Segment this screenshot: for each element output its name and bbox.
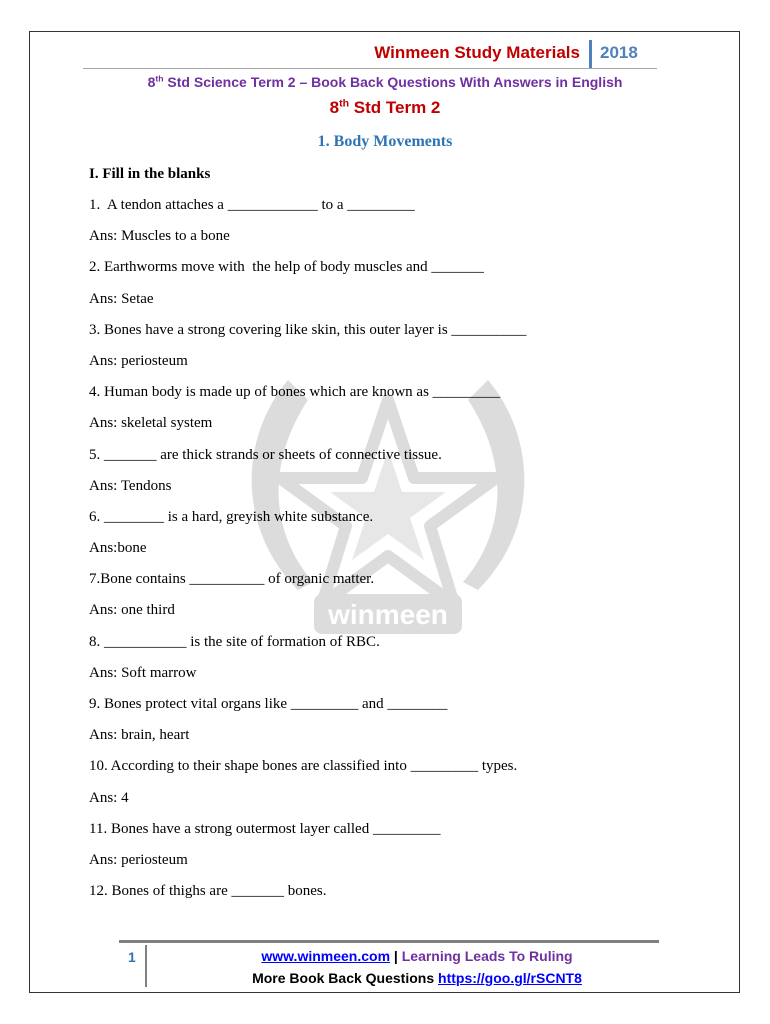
answer-9: Ans: brain, heart xyxy=(89,727,190,744)
question-10: 10. According to their shape bones are classified into _________ types. xyxy=(89,758,518,775)
footer-motto: Learning Leads To Ruling xyxy=(401,948,573,964)
question-5: 5. _______ are thick strands or sheets of connective tissue. xyxy=(89,446,442,463)
more-questions-link[interactable]: https://goo.gl/rSCNT8 xyxy=(438,970,582,986)
subtitle-text: Std Science Term 2 – Book Back Questions With Answers in English xyxy=(163,74,623,90)
answer-3: Ans: periosteum xyxy=(89,352,188,369)
document-subtitle xyxy=(0,72,770,92)
question-11: 11. Bones have a strong outermost layer called _________ xyxy=(89,820,441,837)
answer-11: Ans: periosteum xyxy=(89,851,188,868)
question-1: 1. A tendon attaches a ____________ to a _________ xyxy=(89,197,415,213)
term-text: Std Term 2 xyxy=(349,98,441,117)
chapter-title: 1. Body Movements xyxy=(317,133,453,150)
answer-1: Ans: Muscles to a bone xyxy=(89,228,230,245)
question-12: 12. Bones of thighs are _______ bones. xyxy=(89,883,327,900)
answer-8: Ans: Soft marrow xyxy=(89,664,197,681)
header-year: 2018 xyxy=(600,43,638,62)
question-8: 8. ___________ is the site of formation of RBC. xyxy=(89,633,380,650)
more-questions-label: More Book Back Questions xyxy=(252,970,435,986)
footer-separator: | xyxy=(393,948,398,964)
subtitle-ordinal: th xyxy=(155,73,164,84)
term-ordinal: th xyxy=(339,97,350,110)
answer-6: Ans:bone xyxy=(89,540,147,557)
header xyxy=(0,40,770,68)
footer-more xyxy=(147,968,687,988)
question-4: 4. Human body is made up of bones which are known as _________ xyxy=(89,384,501,401)
section-title: I. Fill in the blanks xyxy=(89,166,211,182)
answer-5: Ans: Tendons xyxy=(89,477,172,494)
answer-4: Ans: skeletal system xyxy=(89,415,213,432)
page-number: 1 xyxy=(128,949,136,965)
footer-tagline xyxy=(147,946,687,966)
question-3: 3. Bones have a strong covering like skin, this outer layer is __________ xyxy=(89,321,527,338)
watermark-text: winmeen xyxy=(328,599,448,630)
question-list xyxy=(89,195,689,912)
answer-7: Ans: one third xyxy=(89,602,175,619)
question-6: 6. ________ is a hard, greyish white substance. xyxy=(89,508,374,525)
brand-title: Winmeen Study Materials xyxy=(374,43,580,62)
footer-rule xyxy=(119,940,659,943)
term-heading xyxy=(0,96,770,120)
header-rule xyxy=(83,68,657,69)
header-divider xyxy=(589,40,592,68)
website-link[interactable]: www.winmeen.com xyxy=(261,948,391,964)
term-grade: 8 xyxy=(329,98,340,117)
question-9: 9. Bones protect vital organs like _________ and ________ xyxy=(89,696,448,712)
question-7: 7.Bone contains __________ of organic matter. xyxy=(89,571,375,588)
question-2: 2. Earthworms move with the help of body muscles and _______ xyxy=(89,259,484,276)
subtitle-grade: 8 xyxy=(147,74,156,90)
answer-10: Ans: 4 xyxy=(89,789,129,806)
answer-2: Ans: Setae xyxy=(89,290,154,307)
